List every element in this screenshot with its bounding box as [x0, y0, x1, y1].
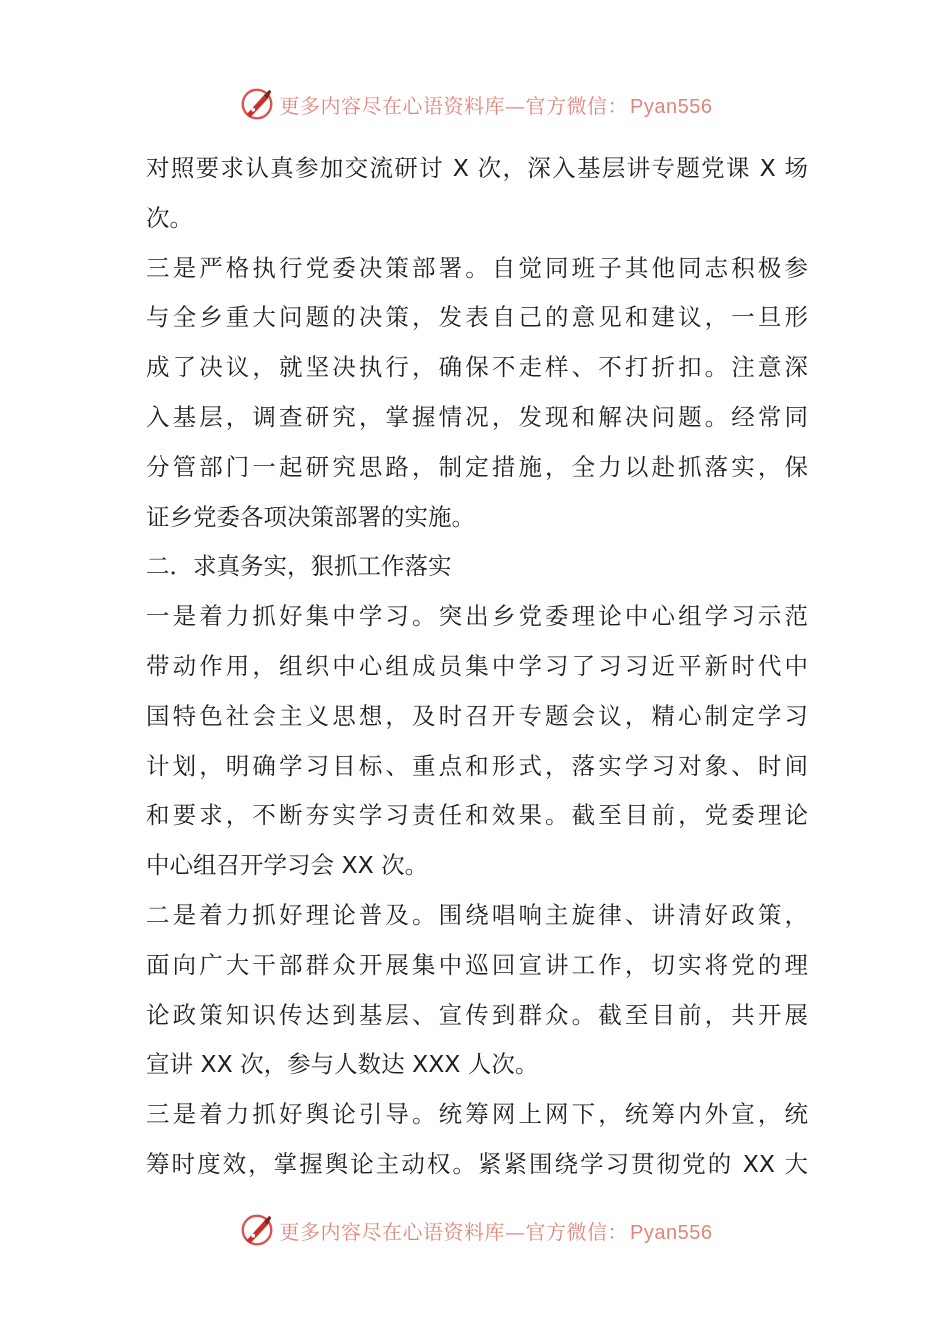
watermark-slogan: 更多内容尽在心语资料库—官方微信： — [279, 93, 629, 118]
text-line: 二．求真务实，狠抓工作落实 — [146, 552, 452, 581]
text-line: 论政策知识传达到基层、宣传到群众。截至目前，共开展 — [146, 1000, 808, 1029]
watermark-text — [280, 1216, 713, 1245]
document-body — [146, 144, 808, 1190]
text-line: 对照要求认真参加交流研讨 X 次，深入基层讲专题党课 X 场 — [146, 154, 808, 182]
text-line: 和要求，不断夯实学习责任和效果。截至目前，党委理论 — [146, 801, 808, 830]
text-line: 证乡党委各项决策部署的实施。 — [146, 502, 475, 531]
text-line: 分管部门一起研究思路，制定措施，全力以赴抓落实，保 — [146, 452, 808, 481]
watermark-wechat-id: Pyan556 — [630, 95, 713, 118]
watermark-wechat-id: Pyan556 — [630, 1221, 713, 1244]
text-line: 国特色社会主义思想，及时召开专题会议，精心制定学习 — [146, 701, 808, 730]
text-line: 计划，明确学习目标、重点和形式，落实学习对象、时间 — [146, 751, 808, 780]
text-line: 入基层，调查研究，掌握情况，发现和解决问题。经常同 — [146, 402, 808, 431]
text-line: 成了决议，就坚决执行，确保不走样、不打折扣。注意深 — [146, 353, 808, 382]
text-line: 面向广大干部群众开展集中巡回宣讲工作，切实将党的理 — [146, 950, 808, 979]
text-line: 宣讲 XX 次，参与人数达 XXX 人次。 — [146, 1050, 539, 1079]
text-line: 二是着力抓好理论普及。围绕唱响主旋律、讲清好政策， — [146, 900, 808, 929]
pen-nib-icon — [238, 1211, 276, 1249]
watermark-slogan: 更多内容尽在心语资料库—官方微信： — [279, 1219, 629, 1244]
text-line: 次。 — [146, 203, 193, 232]
text-line: 带动作用，组织中心组成员集中学习了习习近平新时代中 — [146, 651, 808, 680]
text-line: 三是着力抓好舆论引导。统筹网上网下，统筹内外宣，统 — [146, 1100, 808, 1129]
text-line: 三是严格执行党委决策部署。自觉同班子其他同志积极参 — [146, 253, 808, 282]
watermark-banner-bottom — [0, 1208, 950, 1252]
pen-nib-icon — [238, 85, 276, 123]
watermark-text — [280, 90, 713, 119]
text-line: 与全乡重大问题的决策，发表自己的意见和建议，一旦形 — [146, 303, 808, 332]
text-line: 一是着力抓好集中学习。突出乡党委理论中心组学习示范 — [146, 602, 808, 631]
watermark-banner-top — [0, 82, 950, 126]
text-line: 中心组召开学习会 XX 次。 — [146, 851, 429, 880]
text-line: 筹时度效，掌握舆论主动权。紧紧围绕学习贯彻党的 XX 大 — [146, 1149, 808, 1178]
